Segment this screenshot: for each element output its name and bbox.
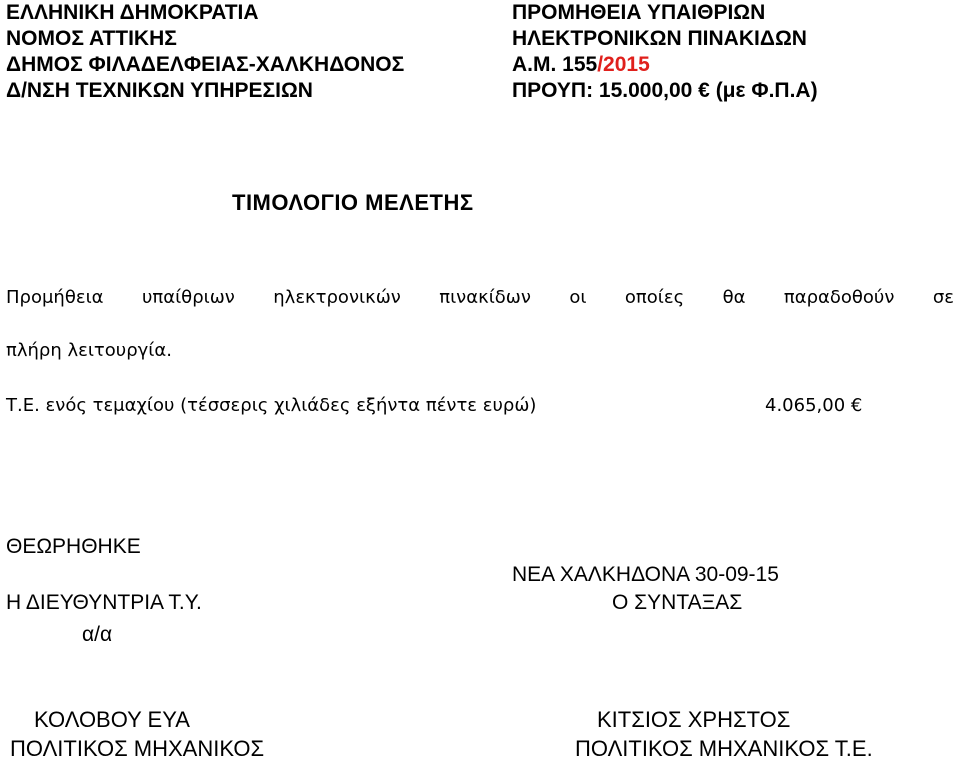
unit-price-description: Τ.Ε. ενός τεμαχίου (τέσσερις χιλιάδες εξήντα πέντε ευρώ): [6, 395, 537, 416]
header-left-line-4: Δ/ΝΣΗ ΤΕΧΝΙΚΩΝ ΥΠΗΡΕΣΙΩΝ: [6, 79, 313, 102]
description-word: παραδοθούν: [783, 287, 895, 308]
description-word: οι: [569, 287, 587, 308]
header-left-line-1: ΕΛΛΗΝΙΚΗ ΔΗΜΟΚΡΑΤΙΑ: [6, 1, 259, 24]
header-right-line-2: ΗΛΕΚΤΡΟΝΙΚΩΝ ΠΙΝΑΚΙΔΩΝ: [512, 27, 807, 50]
am-number: Α.Μ. 155: [512, 53, 598, 76]
on-behalf-label: α/α: [82, 623, 113, 646]
composer-title: Ο ΣΥΝΤΑΞΑΣ: [612, 591, 743, 614]
description-word: πινακίδων: [439, 287, 531, 308]
description-word: ηλεκτρονικών: [273, 287, 401, 308]
description-word: σε: [932, 287, 954, 308]
right-signatory-name: ΚΙΤΣΙΟΣ ΧΡΗΣΤΟΣ: [597, 707, 791, 732]
description-word: οποίες: [624, 287, 685, 308]
am-year: /2015: [597, 53, 650, 76]
description-word: υπαίθριων: [141, 287, 235, 308]
header-right-line-1: ΠΡΟΜΗΘΕΙΑ ΥΠΑΙΘΡΙΩΝ: [512, 1, 766, 24]
description-word: θα: [722, 287, 746, 308]
right-signatory-role: ΠΟΛΙΤΙΚΟΣ ΜΗΧΑΝΙΚΟΣ Τ.Ε.: [575, 736, 873, 761]
description-line-1: [6, 287, 954, 308]
place-date: ΝΕΑ ΧΑΛΚΗΔΟΝΑ 30-09-15: [512, 563, 779, 586]
approved-label: ΘΕΩΡΗΘΗΚΕ: [6, 535, 141, 558]
unit-price-value: 4.065,00 €: [765, 395, 863, 416]
header-left-block: [6, 0, 404, 104]
header-left-line-2: ΝΟΜΟΣ ΑΤΤΙΚΗΣ: [6, 27, 177, 50]
description-word: Προμήθεια: [6, 287, 104, 308]
header-right-block: [512, 0, 818, 104]
description-line-2: πλήρη λειτουργία.: [6, 340, 172, 361]
left-signatory-role: ΠΟΛΙΤΙΚΟΣ ΜΗΧΑΝΙΚΟΣ: [10, 736, 265, 761]
header-right-am: [512, 52, 818, 78]
document-title: ΤΙΜΟΛΟΓΙΟ ΜΕΛΕΤΗΣ: [232, 190, 474, 215]
director-title: Η ΔΙΕΥΘΥΝΤΡΙΑ Τ.Υ.: [6, 591, 202, 614]
left-signatory-name: ΚΟΛΟΒΟΥ ΕΥΑ: [34, 707, 190, 732]
header-left-line-3: ΔΗΜΟΣ ΦΙΛΑΔΕΛΦΕΙΑΣ-ΧΑΛΚΗΔΟΝΟΣ: [6, 53, 405, 76]
header-right-budget: ΠΡΟΥΠ: 15.000,00 € (με Φ.Π.Α): [512, 79, 818, 102]
